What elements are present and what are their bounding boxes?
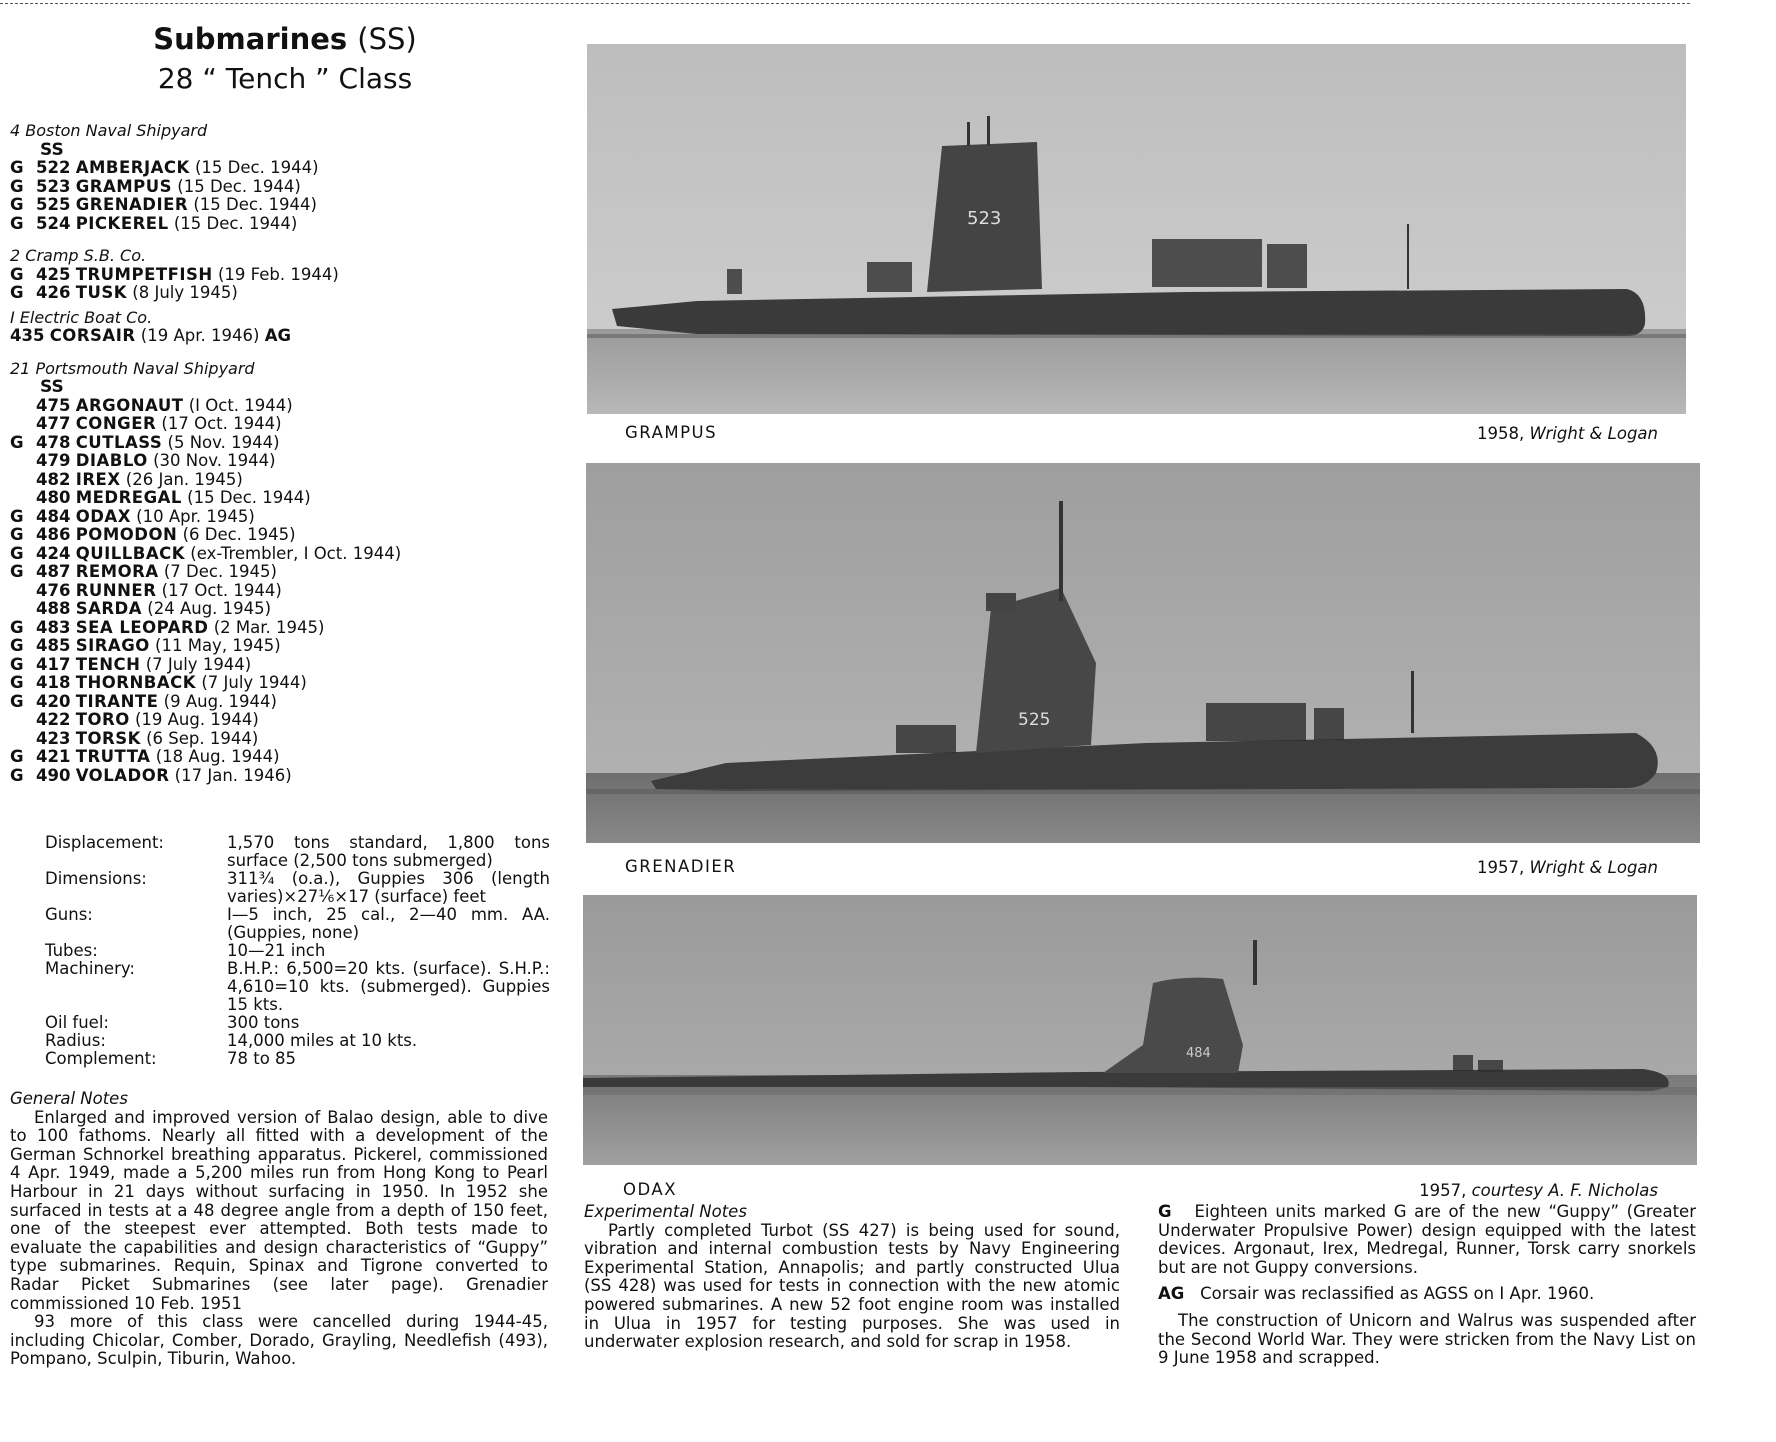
yard-heading-portsmouth: 21 Portsmouth Naval Shipyard — [10, 358, 255, 378]
spec-row — [45, 834, 550, 870]
ship-entry — [10, 489, 570, 508]
experimental-notes-heading: Experimental Notes — [584, 1202, 747, 1221]
hull-number: 490 — [36, 765, 71, 785]
agss-note: AG Corsair was reclassified as AGSS on I Apr. 1960. — [1158, 1284, 1595, 1304]
ship-entry — [10, 563, 570, 582]
guppy-marker: G — [10, 673, 24, 692]
launch-date: (15 Dec. 1944) — [177, 176, 301, 196]
launch-date: (15 Dec. 1944) — [195, 158, 319, 177]
spec-row — [45, 1032, 550, 1050]
general-notes-heading: General Notes — [10, 1089, 128, 1108]
hull-number: 487 — [36, 562, 71, 581]
launch-date: (17 Oct. 1944) — [161, 580, 282, 600]
launch-date: (30 Nov. 1944) — [153, 451, 276, 470]
spec-row — [45, 942, 550, 960]
guppy-marker: G — [10, 617, 24, 637]
spec-value: 78 to 85 — [227, 1049, 297, 1068]
guppy-marker: G — [10, 195, 24, 214]
guppy-marker: G — [10, 158, 24, 177]
credit-odax: 1957, courtesy A. F. Nicholas — [1419, 1181, 1658, 1200]
ship-name: TORSK — [75, 728, 141, 748]
spec-value: B.H.P.: 6,500=20 kts. (surface). S.H.P.: 4,610=10 kts. (submerged). Guppies 15 kts. — [227, 959, 550, 1014]
ship-name: TRUTTA — [75, 747, 151, 766]
top-rule — [0, 3, 1690, 4]
ship-name: CONGER — [75, 414, 157, 433]
credit-grampus: 1958, Wright & Logan — [1477, 424, 1658, 443]
general-notes — [10, 1090, 548, 1369]
ship-entry — [10, 637, 570, 656]
ship-entry — [10, 767, 570, 786]
general-notes-paragraph-1: Enlarged and improved version of Balao design, able to dive to 100 fathoms. Nearly all fitted with a development of the German Schnorkel breathing apparatus. Pickerel, commissioned 4 Apr. 1949, made a 5,200 miles run from Hong Kong to Pearl Harbour in 21 days without surfacing in 1950. In 1952 she surfaced in tests at a 48 degree angle from a depth of 150 feet, one of the steepest ever attempted. Both tests made to evaluate the capabilities and design characteristics of “Guppy” type submarines. Requin, Spinax and Tigrone converted to Radar Picket Submarines (see later page). Grenadier commissioned 10 Feb. 1951 — [10, 1107, 548, 1313]
specifications-table — [45, 834, 550, 1068]
ship-entry — [10, 452, 570, 471]
ship-entry — [10, 159, 570, 178]
launch-date: (18 Aug. 1944) — [155, 747, 280, 766]
ss-label-2: SS — [40, 377, 64, 397]
hull-number: 426 — [36, 283, 71, 302]
guppy-marker: G — [10, 176, 24, 196]
launch-date: (15 Dec. 1944) — [187, 488, 311, 507]
spec-row — [45, 906, 550, 942]
guppy-marker: G — [10, 691, 24, 711]
cramp-ship-list — [10, 266, 570, 303]
guppy-marker: G — [10, 765, 24, 785]
ship-name: GRENADIER — [75, 195, 189, 214]
hull-number: 420 — [36, 691, 71, 711]
caption-grampus: GRAMPUS — [625, 423, 718, 442]
spec-value: 10—21 inch — [227, 941, 326, 960]
ship-name: TUSK — [75, 283, 128, 302]
hull-number: 423 — [36, 728, 71, 748]
guppy-marker: G — [10, 543, 24, 563]
spec-value: 1,570 tons standard, 1,800 tons surface (2,500 tons submerged) — [227, 833, 550, 870]
hull-number: 485 — [36, 636, 71, 655]
ship-entry-corsair: 435 CORSAIR (19 Apr. 1946) AG — [10, 326, 292, 345]
spec-label: Radius: — [45, 1031, 106, 1050]
spec-label: Displacement: — [45, 833, 164, 852]
photo-grampus — [587, 44, 1686, 414]
experimental-notes-text: Partly completed Turbot (SS 427) is being used for sound, vibration and internal combustion tests by Navy Engineering Experimental Station, Annapolis; and partly constructed Ulua (SS 428) was used for tests in connection with the new atomic powered submarines. A new 52 foot engine room was installed in Ulua in 1957 for testing purposes. She was used in underwater explosion research, and sold for scrap in 1958. — [584, 1220, 1120, 1352]
ship-name: SIRAGO — [75, 636, 150, 655]
spec-value: I—5 inch, 25 cal., 2—40 mm. AA. (Guppies, none) — [227, 905, 550, 942]
ship-name: GRAMPUS — [75, 176, 173, 196]
guppy-marker: G — [10, 213, 24, 233]
spec-label: Dimensions: — [45, 869, 147, 888]
ship-name: REMORA — [75, 562, 159, 581]
launch-date: (19 Aug. 1944) — [134, 710, 259, 729]
launch-date: (17 Oct. 1944) — [161, 414, 282, 433]
ship-entry — [10, 619, 570, 638]
ship-entry — [10, 215, 570, 234]
hull-number: 417 — [36, 654, 71, 674]
ship-name: MEDREGAL — [75, 488, 182, 507]
ship-name: TORO — [75, 710, 130, 729]
ship-entry — [10, 582, 570, 601]
launch-date: (7 Dec. 1945) — [163, 562, 277, 581]
guppy-marker: G — [10, 747, 24, 766]
hull-number-523: 523 — [967, 208, 1002, 229]
hull-number: 488 — [36, 599, 71, 618]
page-title: Submarines (SS) — [153, 22, 417, 56]
ship-name: IREX — [75, 469, 121, 489]
caption-grenadier: GRENADIER — [625, 857, 737, 876]
spec-label: Tubes: — [45, 941, 98, 960]
launch-date: (8 July 1945) — [132, 283, 238, 302]
ship-entry — [10, 284, 570, 303]
hull-number: 480 — [36, 488, 71, 507]
ship-list — [10, 122, 570, 785]
ship-name: SEA LEOPARD — [75, 617, 209, 637]
launch-date: (6 Dec. 1945) — [182, 525, 296, 544]
guppy-marker: G — [10, 654, 24, 674]
launch-date: (5 Nov. 1944) — [167, 432, 280, 452]
guppy-marker: G — [10, 432, 24, 452]
ship-entry — [10, 415, 570, 434]
ship-entry — [10, 178, 570, 197]
ship-name: SARDA — [75, 599, 143, 618]
classification-notes — [1158, 1203, 1696, 1376]
launch-date: (ex-Trembler, I Oct. 1944) — [190, 543, 402, 563]
hull-number: 484 — [36, 506, 71, 526]
ship-name: DIABLO — [75, 451, 148, 470]
portsmouth-ship-list — [10, 397, 570, 786]
spec-label: Guns: — [45, 905, 93, 924]
launch-date: (I Oct. 1944) — [188, 395, 293, 415]
guppy-note: G Eighteen units marked G are of the new “Guppy” (Greater Underwater Propulsive Power) design equipped with the latest devices. Argonaut, Irex, Medregal, Runner, Torsk carry snorkels but are not Guppy conversions. — [1158, 1202, 1696, 1277]
launch-date: (24 Aug. 1945) — [147, 599, 272, 618]
hull-number: 424 — [36, 543, 71, 563]
launch-date: (26 Jan. 1945) — [125, 469, 243, 489]
hull-number: 421 — [36, 747, 71, 766]
submarine-photo-grampus — [587, 44, 1686, 414]
submarine-photo-grenadier — [586, 463, 1700, 843]
ship-entry — [10, 397, 570, 416]
ship-entry — [10, 434, 570, 453]
ship-name: QUILLBACK — [75, 543, 186, 563]
launch-date: (11 May, 1945) — [155, 636, 281, 655]
spec-row — [45, 870, 550, 906]
ship-entry — [10, 600, 570, 619]
hull-number: 478 — [36, 432, 71, 452]
ship-name: AMBERJACK — [75, 158, 190, 177]
launch-date: (7 July 1944) — [201, 673, 307, 692]
ship-entry — [10, 471, 570, 490]
spec-value: 300 tons — [227, 1013, 300, 1032]
ship-entry — [10, 656, 570, 675]
ship-entry — [10, 711, 570, 730]
spec-label: Oil fuel: — [45, 1013, 109, 1032]
launch-date: (19 Feb. 1944) — [217, 264, 339, 284]
photo-grenadier — [586, 463, 1700, 843]
launch-date: (17 Jan. 1946) — [174, 765, 292, 785]
ship-entry — [10, 545, 570, 564]
caption-odax: ODAX — [623, 1180, 677, 1199]
yard-heading-boston: 4 Boston Naval Shipyard — [10, 121, 208, 140]
ship-name: RUNNER — [75, 580, 157, 600]
yard-heading-cramp: 2 Cramp S.B. Co. — [10, 246, 147, 265]
yard-heading-electric: I Electric Boat Co. — [10, 307, 153, 327]
launch-date: (7 July 1944) — [145, 654, 252, 674]
hull-number: 524 — [36, 213, 71, 233]
hull-number: 523 — [36, 176, 71, 196]
hull-number: 425 — [36, 264, 71, 284]
ship-name: VOLADOR — [75, 765, 170, 785]
ship-name: ODAX — [75, 506, 131, 526]
spec-row — [45, 960, 550, 1014]
hull-number: 486 — [36, 525, 71, 544]
ship-name: ARGONAUT — [75, 395, 184, 415]
spec-value: 311¾ (o.a.), Guppies 306 (length varies)×27⅙×17 (surface) feet — [227, 869, 550, 906]
guppy-marker: G — [10, 506, 24, 526]
class-subtitle: 28 “ Tench ” Class — [157, 62, 413, 95]
hull-number: 482 — [36, 469, 71, 489]
launch-date: (15 Dec. 1944) — [173, 213, 298, 233]
ship-entry — [10, 748, 570, 767]
ship-entry — [10, 266, 570, 285]
hull-number: 479 — [36, 451, 71, 470]
guppy-marker: G — [10, 283, 24, 302]
ship-name: PICKEREL — [75, 213, 169, 233]
hull-number: 483 — [36, 617, 71, 637]
hull-number: 422 — [36, 710, 71, 729]
general-notes-paragraph-2: 93 more of this class were cancelled during 1944-45, including Chicolar, Comber, Dorado, Grayling, Needlefish (493), Pompano, Sculpin, Tiburin, Wahoo. — [10, 1312, 548, 1369]
hull-number: 475 — [36, 395, 71, 415]
ship-entry — [10, 196, 570, 215]
ship-entry — [10, 693, 570, 712]
ship-entry — [10, 730, 570, 749]
launch-date: (6 Sep. 1944) — [146, 728, 259, 748]
hull-number: 525 — [36, 195, 71, 214]
launch-date: (9 Aug. 1944) — [163, 691, 277, 711]
spec-row — [45, 1014, 550, 1032]
hull-number: 522 — [36, 158, 71, 177]
spec-label: Machinery: — [45, 959, 135, 978]
guppy-marker: G — [10, 562, 24, 581]
ship-name: POMODON — [75, 525, 178, 544]
ship-entry — [10, 674, 570, 693]
hull-number-525: 525 — [1018, 710, 1051, 730]
guppy-marker: G — [10, 264, 24, 284]
ship-entry — [10, 526, 570, 545]
ship-name: THORNBACK — [75, 673, 197, 692]
photo-odax — [583, 895, 1697, 1165]
spec-label: Complement: — [45, 1049, 157, 1068]
launch-date: (15 Dec. 1944) — [193, 195, 317, 214]
launch-date: (2 Mar. 1945) — [213, 617, 325, 637]
boston-ship-list — [10, 159, 570, 233]
credit-grenadier: 1957, Wright & Logan — [1477, 858, 1658, 877]
ss-label: SS — [40, 139, 64, 160]
ship-name: TIRANTE — [75, 691, 159, 711]
hull-number: 418 — [36, 673, 71, 692]
guppy-marker: G — [10, 525, 24, 544]
hull-number: 476 — [36, 580, 71, 600]
hull-number-484: 484 — [1186, 1046, 1211, 1061]
ship-name: TENCH — [75, 654, 141, 674]
ship-name: CUTLASS — [75, 432, 163, 452]
spec-value: 14,000 miles at 10 kts. — [227, 1031, 418, 1050]
launch-date: (10 Apr. 1945) — [136, 506, 255, 526]
experimental-notes — [584, 1203, 1120, 1352]
unicorn-walrus-note: The construction of Unicorn and Walrus was suspended after the Second World War. They were stricken from the Navy List on 9 June 1958 and scrapped. — [1158, 1310, 1696, 1368]
submarine-photo-odax — [583, 895, 1697, 1165]
guppy-marker: G — [10, 636, 24, 655]
spec-row — [45, 1050, 550, 1068]
ship-name: TRUMPETFISH — [75, 264, 213, 284]
ship-entry — [10, 508, 570, 527]
hull-number: 477 — [36, 414, 71, 433]
